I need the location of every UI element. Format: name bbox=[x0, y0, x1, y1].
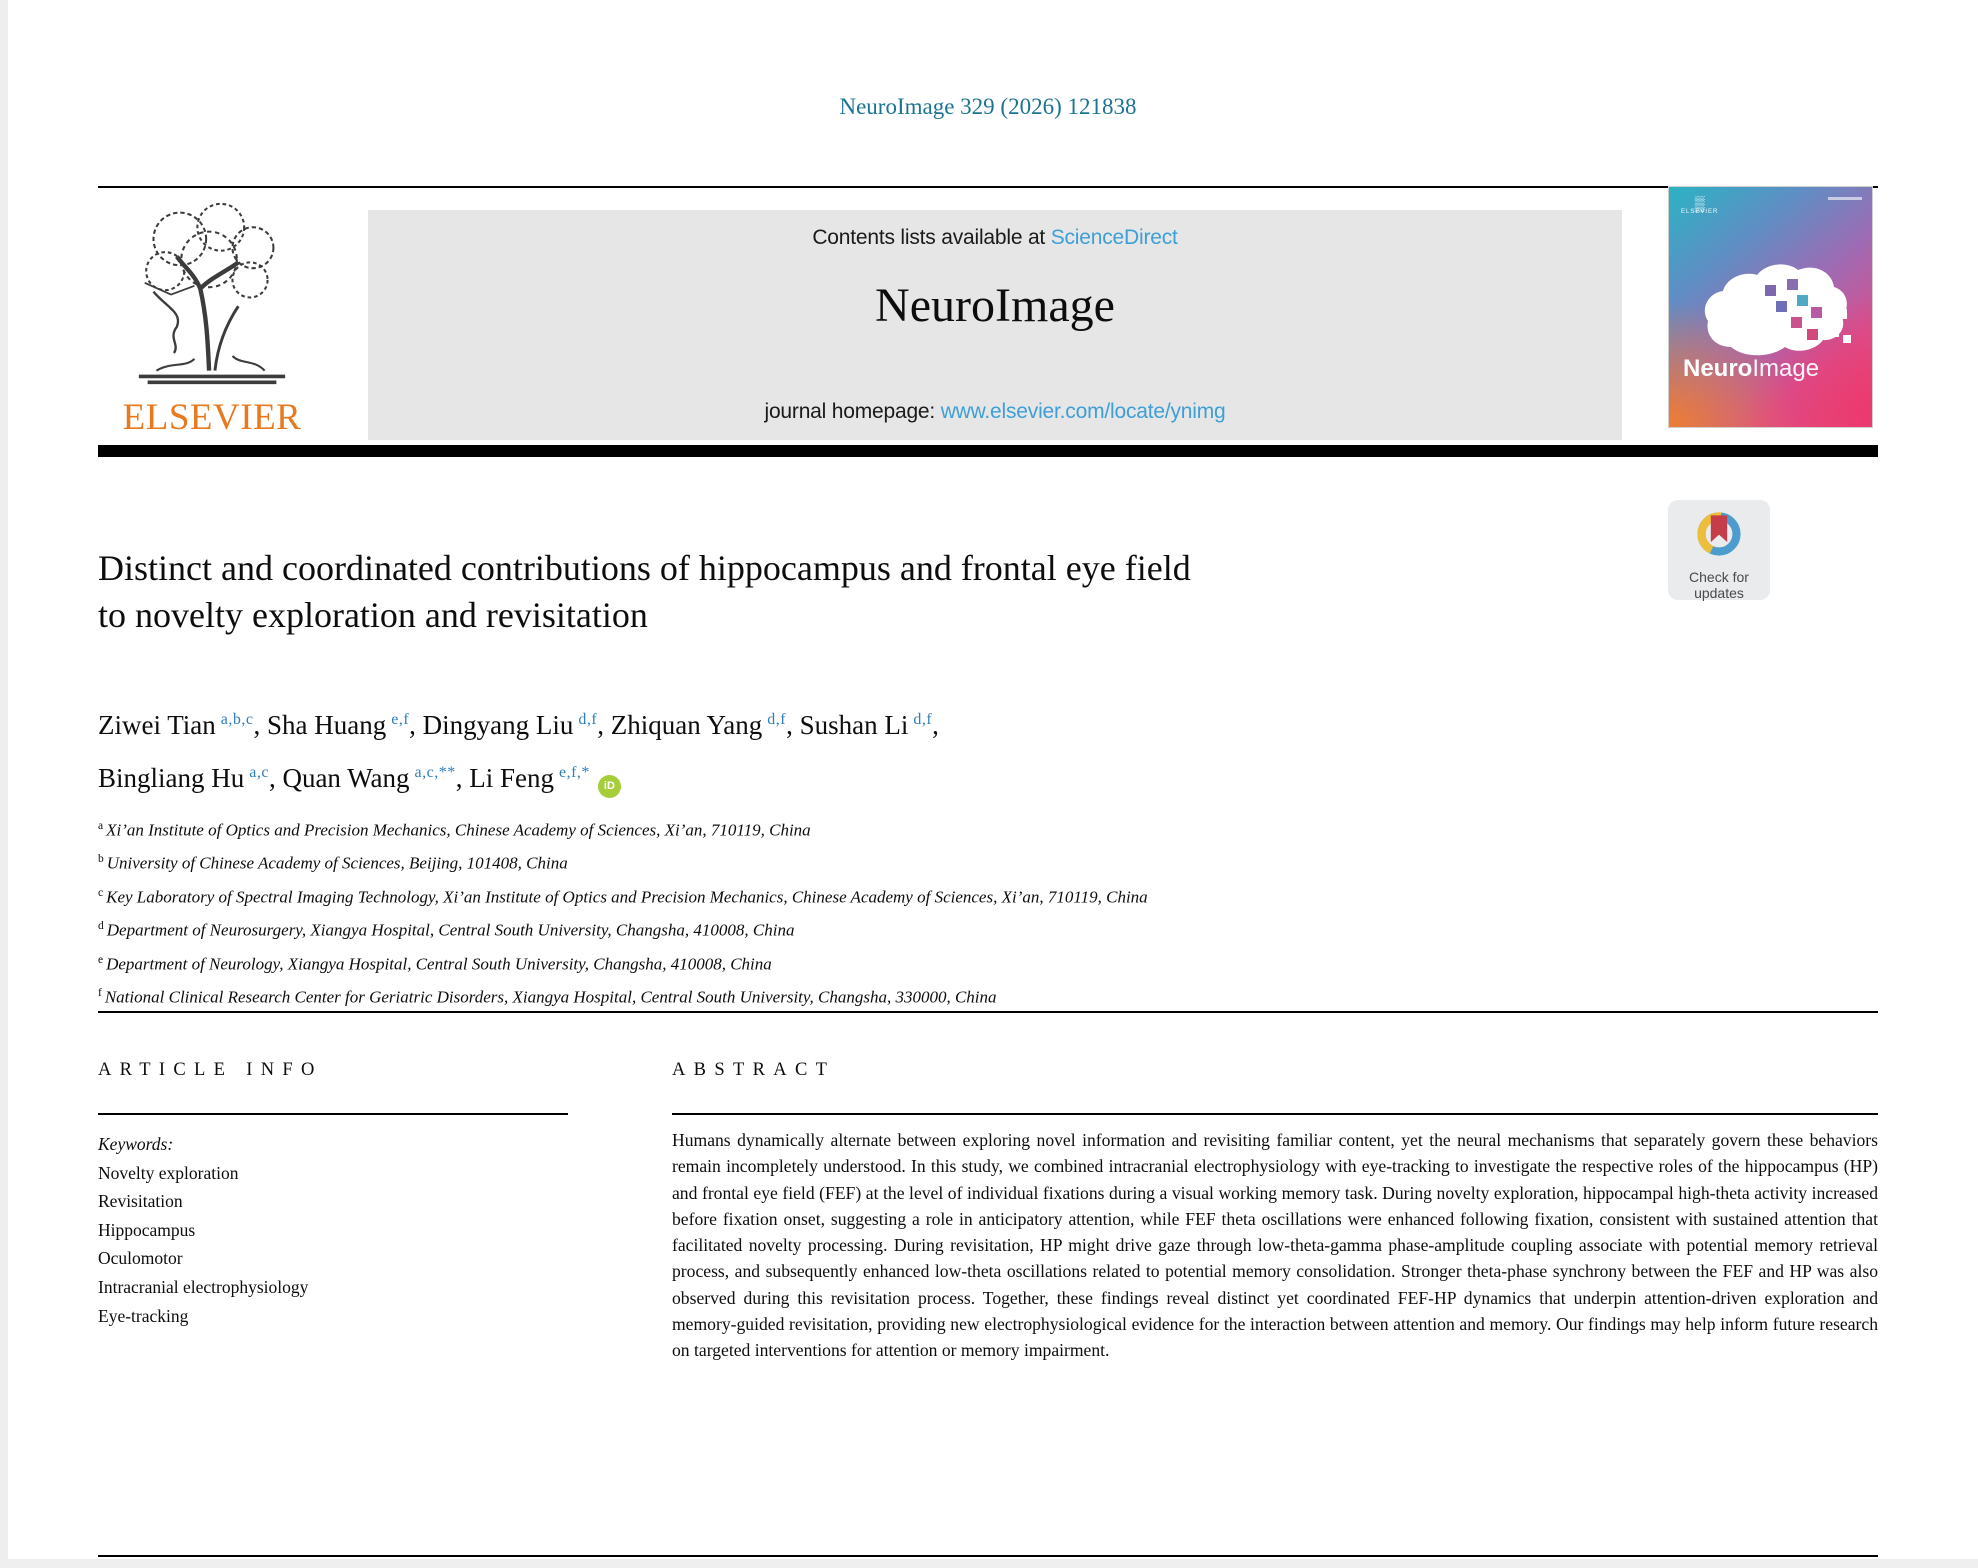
title-line-1: Distinct and coordinated contributions of hippocampus and frontal eye field bbox=[98, 548, 1191, 588]
elsevier-logo bbox=[98, 198, 326, 439]
check-updates-label: Check for updates bbox=[1689, 569, 1749, 601]
cover-brain-icon bbox=[1669, 187, 1872, 427]
author-list: Ziwei Tian $^{a,b,c}$, Sha Huang $^{e,f}$, Dingyang Liu $^{d,f}$, Zhiquan Yang $^{d,f}$, Sushan Li $^{d,f}$, Bingliang Hu $^{a,c}$, Quan Wang $^{a,c,**}$, Li Feng $^{e,f,*}$iD bbox=[98, 696, 1658, 802]
abstract-text: Humans dynamically alternate between exploring novel information and revisiting familiar content, yet the neural mechanisms that separately govern these behaviors remain incompletely understood. In this study, we combined intracranial electrophysiology with eye-tracking to investigate the respective roles of the hippocampus (HP) and frontal eye field (FEF) at the level of individual fixations during a visual working memory task. During novelty exploration, hippocampal high-theta activity increased before fixation onset, suggesting a role in anticipatory attention, while FEF theta oscillations were enhanced following fixation, consistent with sustained attention that facilitated novelty processing. During revisitation, HP might drive gaze through low-theta-gamma phase-amplitude coupling associate with potential memory retrieval process, and subsequently enhanced low-theta oscillations related to potential memory consolidation. Stronger theta-phase synchrony between the FEF and HP was also observed during this revisitation process. Together, these findings reveal distinct yet coordinated FEF-HP dynamics that underpin attention-driven exploration and memory-guided revisitation, providing new electrophysiological evidence for the interaction between attention and memory. Our findings may help inform future research on targeted interventions for attention or memory impairment. bbox=[672, 1130, 1878, 1361]
page-bottom-rule bbox=[98, 1555, 1878, 1557]
check-for-updates-badge[interactable] bbox=[1668, 500, 1770, 600]
keyword: Eye-tracking bbox=[98, 1305, 189, 1326]
elsevier-tree-icon bbox=[124, 198, 300, 394]
author[interactable]: Sushan Li $^{d,f}$ bbox=[799, 710, 933, 740]
article-info-heading: ARTICLE INFO bbox=[98, 1060, 323, 1080]
author[interactable]: Sha Huang $^{e,f}$ bbox=[266, 710, 410, 740]
contents-line bbox=[368, 226, 1622, 250]
keyword: Hippocampus bbox=[98, 1219, 196, 1240]
author[interactable]: Quan Wang $^{a,c,**}$ bbox=[282, 763, 456, 793]
keyword: Intracranial electrophysiology bbox=[98, 1276, 309, 1297]
affiliation-row: $^e$ Department of Neurology, Xiangya Hospital, Central South University, Changsha, 410008, China bbox=[98, 953, 772, 974]
keyword: Oculomotor bbox=[98, 1248, 183, 1269]
sciencedirect-link[interactable]: ScienceDirect bbox=[1050, 226, 1178, 249]
affiliation-row: $^b$ University of Chinese Academy of Sciences, Beijing, 101408, China bbox=[98, 853, 568, 874]
header-top-rule bbox=[98, 186, 1878, 188]
section-divider-rule bbox=[98, 1011, 1878, 1013]
affiliation-row: $^a$ Xi’an Institute of Optics and Precision Mechanics, Chinese Academy of Sciences, Xi’an, 710119, China bbox=[98, 820, 811, 840]
journal-cover-thumbnail[interactable] bbox=[1669, 187, 1872, 427]
keywords-label: Keywords: bbox=[98, 1134, 174, 1154]
homepage-label: journal homepage: bbox=[764, 400, 941, 423]
author[interactable]: Zhiquan Yang $^{d,f}$ bbox=[610, 710, 787, 740]
author[interactable]: Dingyang Liu $^{d,f}$ bbox=[422, 710, 598, 740]
keyword: Revisitation bbox=[98, 1191, 183, 1212]
check-updates-icon bbox=[1691, 506, 1747, 562]
journal-header-banner bbox=[368, 210, 1622, 440]
header-black-bar bbox=[98, 445, 1878, 457]
contents-text: Contents lists available at bbox=[812, 226, 1051, 249]
cover-brand-bold: Neuro bbox=[1683, 355, 1753, 382]
article-info-rule bbox=[98, 1113, 568, 1115]
cover-brand bbox=[1683, 355, 1819, 383]
journal-title: NeuroImage bbox=[875, 279, 1115, 332]
title-line-2: to novelty exploration and revisitation bbox=[98, 595, 648, 635]
author[interactable]: Li Feng $^{e,f,*}$ bbox=[469, 763, 590, 793]
journal-citation[interactable]: NeuroImage 329 (2026) 121838 bbox=[839, 94, 1137, 119]
keywords-block bbox=[98, 1130, 568, 1330]
orcid-icon[interactable]: iD bbox=[598, 775, 621, 798]
affiliations bbox=[98, 812, 1798, 1013]
affiliation-row: $^f$ National Clinical Research Center for Geriatric Disorders, Xiangya Hospital, Central South University, Changsha, 330000, China bbox=[98, 987, 997, 1007]
abstract-heading: ABSTRACT bbox=[672, 1060, 836, 1080]
article-title bbox=[98, 545, 1658, 639]
cover-elsevier-text: ELSEVIER bbox=[1681, 209, 1719, 215]
elsevier-wordmark: ELSEVIER bbox=[122, 397, 302, 438]
author[interactable]: Bingliang Hu $^{a,c}$ bbox=[98, 763, 269, 793]
abstract-rule bbox=[672, 1113, 1878, 1115]
homepage-link[interactable]: www.elsevier.com/locate/ynimg bbox=[940, 400, 1226, 423]
author[interactable]: Ziwei Tian $^{a,b,c}$ bbox=[98, 710, 254, 740]
homepage-line bbox=[368, 400, 1622, 424]
cover-tree-icon: ▒ bbox=[1694, 195, 1705, 211]
affiliation-row: $^c$ Key Laboratory of Spectral Imaging Technology, Xi’an Institute of Optics and Precision Mechanics, Chinese Academy of Sciences, Xi’an, 710119, China bbox=[98, 886, 1148, 907]
cover-brand-regular: Image bbox=[1752, 355, 1820, 382]
keyword: Novelty exploration bbox=[98, 1162, 239, 1183]
page-left-edge bbox=[0, 0, 8, 1568]
affiliation-row: $^d$ Department of Neurosurgery, Xiangya Hospital, Central South University, Changsha, 410008, China bbox=[98, 920, 795, 941]
page-bottom-edge bbox=[0, 1559, 1978, 1568]
